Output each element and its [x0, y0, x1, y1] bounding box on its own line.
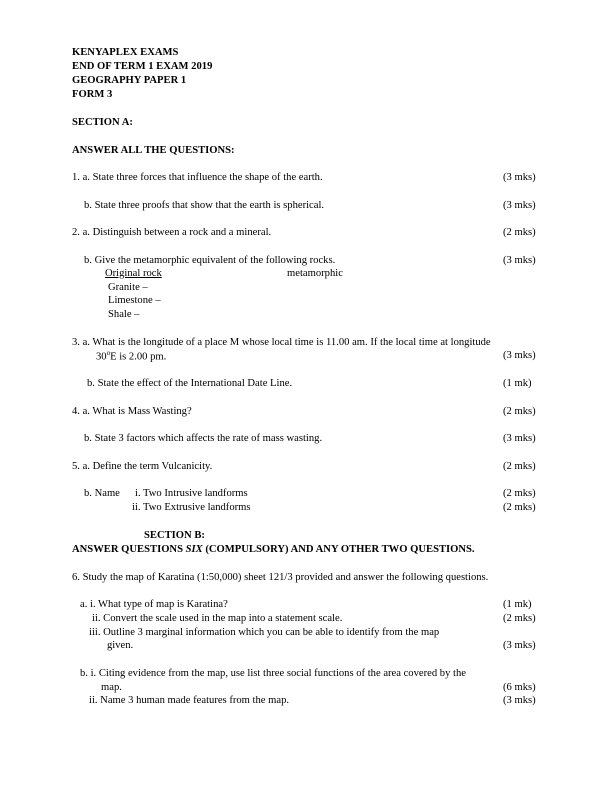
- question-4b-marks: (3 mks): [503, 433, 536, 444]
- section-a-title: SECTION A:: [72, 117, 133, 128]
- question-4a: 4. a. What is Mass Wasting?: [72, 406, 192, 417]
- question-1b-marks: (3 mks): [503, 200, 536, 211]
- rock-limestone: Limestone –: [108, 295, 161, 306]
- question-6b-ii: ii. Name 3 human made features from the map.: [89, 695, 290, 706]
- question-6a-ii-marks: (2 mks): [503, 613, 536, 624]
- question-6b-i-line2: map.: [101, 682, 122, 693]
- question-1a: 1. a. State three forces that influence the shape of the earth.: [72, 172, 323, 183]
- question-4b: b. State 3 factors which affects the rate of mass wasting.: [84, 433, 323, 444]
- question-3a-line2: 30$^o$E is 2.00 pm.: [96, 349, 167, 363]
- section-b-title: SECTION B:: [144, 530, 205, 541]
- question-6a-i-marks: (1 mk): [503, 599, 532, 610]
- question-5b-i: i. Two Intrusive landforms: [135, 488, 248, 499]
- rock-table-header-metamorphic: metamorphic: [287, 268, 343, 279]
- question-5a-marks: (2 mks): [503, 461, 536, 472]
- question-2a-marks: (2 mks): [503, 227, 536, 238]
- question-5a: 5. a. Define the term Vulcanicity.: [72, 461, 213, 472]
- question-2a: 2. a. Distinguish between a rock and a mineral.: [72, 227, 272, 238]
- question-6b-ii-marks: (3 mks): [503, 695, 536, 706]
- question-1b: b. State three proofs that show that the earth is spherical.: [84, 200, 325, 211]
- question-6a-i: a. i. What type of map is Karatina?: [80, 599, 228, 610]
- form-level: FORM 3: [72, 89, 113, 100]
- question-5b-ii-marks: (2 mks): [503, 502, 536, 513]
- question-5b-lead: b. Name: [84, 488, 120, 499]
- question-6a-ii: ii. Convert the scale used in the map into a statement scale.: [92, 613, 343, 624]
- rock-shale: Shale –: [108, 309, 140, 320]
- rock-granite: Granite –: [108, 282, 148, 293]
- exam-provider: KENYAPLEX EXAMS: [72, 47, 179, 58]
- question-6b-i-line1: b. i. Citing evidence from the map, use list three social functions of the area covered by the: [80, 668, 466, 679]
- question-3b: b. State the effect of the International Date Line.: [87, 378, 293, 389]
- section-b-instruction: ANSWER QUESTIONS SIX (COMPULSORY) AND ANY OTHER TWO QUESTIONS.: [72, 544, 475, 555]
- question-2b: b. Give the metamorphic equivalent of the following rocks.: [84, 255, 336, 266]
- question-6-intro: 6. Study the map of Karatina (1:50,000) sheet 121/3 provided and answer the following questions.: [72, 572, 489, 583]
- section-a-instruction: ANSWER ALL THE QUESTIONS:: [72, 145, 235, 156]
- question-6a-iii-marks: (3 mks): [503, 640, 536, 651]
- question-1a-marks: (3 mks): [503, 172, 536, 183]
- question-3a-line1: 3. a. What is the longitude of a place M whose local time is 11.00 am. If the local time at longitude: [72, 337, 491, 348]
- question-2b-marks: (3 mks): [503, 255, 536, 266]
- question-6a-iii-line1: iii. Outline 3 marginal information which you can be able to identify from the map: [89, 627, 440, 638]
- question-6a-iii-line2: given.: [107, 640, 134, 651]
- question-6b-i-marks: (6 mks): [503, 682, 536, 693]
- question-4a-marks: (2 mks): [503, 406, 536, 417]
- question-5b-i-marks: (2 mks): [503, 488, 536, 499]
- question-5b-ii: ii. Two Extrusive landforms: [132, 502, 251, 513]
- rock-table-header-original: Original rock: [105, 268, 162, 279]
- question-3a-marks: (3 mks): [503, 350, 536, 361]
- question-3b-marks: (1 mk): [503, 378, 532, 389]
- subject-title: GEOGRAPHY PAPER 1: [72, 75, 187, 86]
- exam-title: END OF TERM 1 EXAM 2019: [72, 61, 213, 72]
